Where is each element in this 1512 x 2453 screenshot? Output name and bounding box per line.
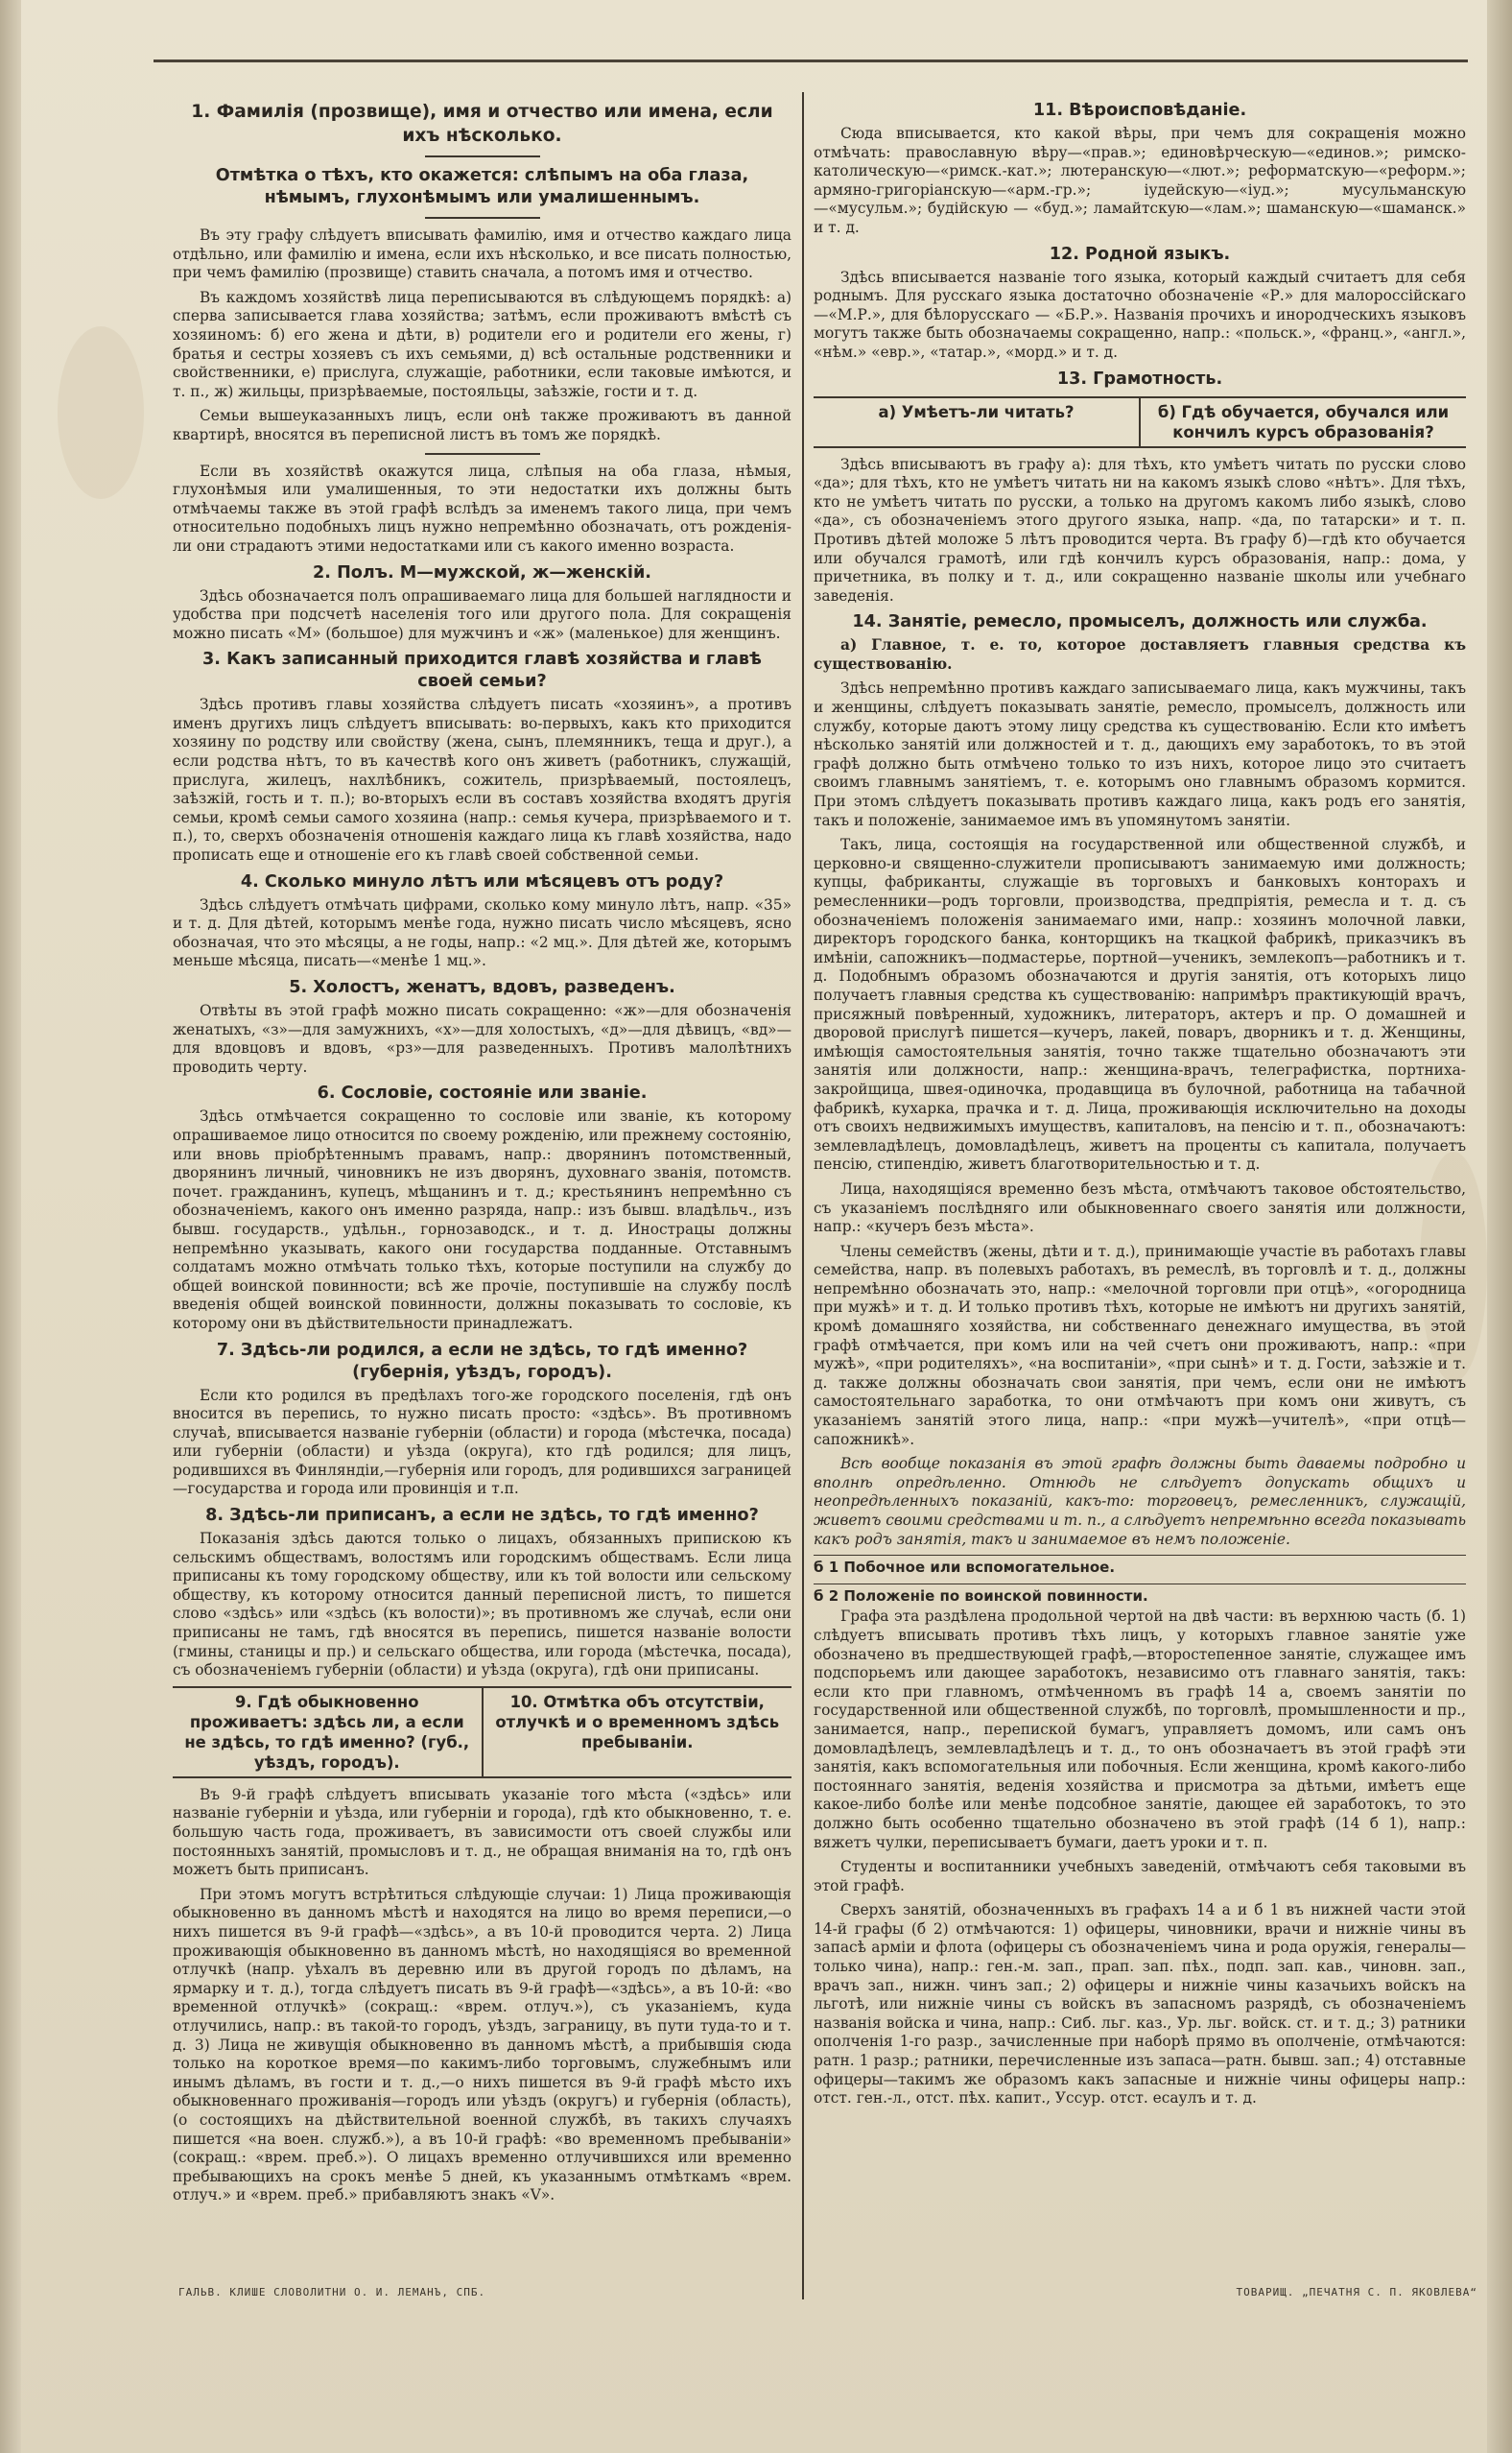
section-14b1-title: б 1 Побочное или вспомогательное. [814, 1555, 1466, 1578]
section-4-paragraph: Здѣсь слѣдуетъ отмѣчать цифрами, сколько кому минуло лѣтъ, напр. «35» и т. д. Для дѣтей, которымъ менѣе года, нужно писать число мѣсяцевъ, ясно обозначая, что это мѣсяцы, а не годы, напр.: «2 мц.». Для дѣтей же, которымъ меньше мѣсяца, писать—«менѣе 1 мц.». [173, 895, 791, 970]
section-1-note-title: Отмѣтка о тѣхъ, кто окажется: слѣпымъ на оба глаза, нѣмымъ, глухонѣмымъ или умалишеннымъ. [215, 166, 749, 207]
section-1-paragraph: Если въ хозяйствѣ окажутся лица, слѣпыя на оба глаза, нѣмыя, глухонѣмыя или умалишенныя, то эти недостатки ихъ должны быть отмѣчаемы также въ этой графѣ вслѣдъ за именемъ такого лица, при чемъ относительно подобныхъ лицъ нужно непремѣнно обозначать, отъ рожденія-ли они страдаютъ этими недостатками или съ какого именно возраста. [173, 462, 791, 555]
section-13-title: 13. Грамотность. [1056, 369, 1223, 389]
section-7-title: 7. Здѣсь-ли родился, а если не здѣсь, то гдѣ именно? (губернія, уѣздъ, городъ). [216, 1340, 748, 1382]
section-11-title: 11. Вѣроисповѣданіе. [1032, 101, 1247, 120]
section-8-title: 8. Здѣсь-ли приписанъ, а если не здѣсь, то гдѣ именно? [205, 1506, 759, 1526]
divider [425, 453, 540, 455]
section-14-paragraph: Здѣсь непремѣнно противъ каждаго записываемаго лица, какъ мужчины, такъ и женщины, слѣдуетъ показывать занятіе, ремесло, промыселъ, должность или службу, которые даютъ этому лицу средства къ существованію. Если кто имѣетъ нѣсколько занятій или должностей и т. д., дающихъ ему заработокъ, то въ этой графѣ должно быть отмѣчено только то изъ нихъ, которое лицо это считаетъ своимъ главнымъ занятіемъ, т. е. которымъ оно главнымъ образомъ кормится. При этомъ слѣдуетъ показывать противъ каждаго лица, какъ родъ его занятія, такъ и положеніе, занимаемое имъ въ упомянутомъ занятіи. [814, 679, 1466, 829]
section-9-paragraph: Въ 9-й графѣ слѣдуетъ вписывать указаніе того мѣста («здѣсь» или названіе губерніи и уѣзда, или губерніи и города), гдѣ кто обыкновенно, т. е. большую часть года, проживаетъ, въ зависимости отъ своей службы или постоянныхъ занятій, промысловъ и т. д., не обращая вниманія на то, гдѣ онъ можетъ быть приписанъ. [173, 1785, 791, 1879]
section-6-paragraph: Здѣсь отмѣчается сокращенно то сословіе или званіе, къ которому опрашиваемое лицо относится по своему рожденію, или прежнему состоянію, или вновь пріобрѣтеннымъ правамъ, напр.: дворянинъ потомственный, дворянинъ личный, чиновникъ не изъ дворянъ, духовнаго званія, потомств. почет. гражданинъ, купецъ, мѣщанинъ и т. д.; крестьянинъ непремѣнно съ обозначеніемъ, какого онъ именно разряда, напр.: изъ бывш. владѣльч., изъ бывш. государств., удѣльн., горнозаводск., и т. д. Инострацы должны непремѣнно указывать, какого они государства подданные. Отставнымъ солдатамъ можно отмѣчать только тѣхъ, которые поступили на службу до общей воинской повинности; всѣ же прочіе, поступившіе на службу послѣ введенія общей воинской повинности, должны показывать то сословіе, къ которому они въ дѣйствительности принадлежатъ. [173, 1107, 791, 1332]
section-12-paragraph: Здѣсь вписывается названіе того языка, который каждый считаетъ для себя роднымъ. Для русскаго языка достаточно обозначеніе «Р.» для малороссійскаго—«М.Р.», для бѣлорусскаго — «Б.Р.». Названія прочихъ и инородческихъ языковъ могутъ также быть обозначаемы сокращенно, напр.: «польск.», «франц.», «англ.», «нѣм.» «евр.», «татар.», «морд.» и т. д. [814, 268, 1466, 361]
section-12-title: 12. Родной языкъ. [1049, 244, 1231, 264]
section-1-paragraph: Въ эту графу слѣдуетъ вписывать фамилію, имя и отчество каждаго лица отдѣльно, или фамилію и имена, если ихъ нѣсколько, и все писать полностью, при чемъ фамилію (прозвище) ставить сначала, а потомъ имя и отчество. [173, 226, 791, 282]
section-13-header [814, 396, 1466, 448]
section-13-paragraph: Здѣсь вписываютъ въ графу а): для тѣхъ, кто умѣетъ читать по русски слово «да»; для тѣхъ, кто не умѣетъ читать ни на какомъ языкѣ слово «нѣтъ». Для тѣхъ, кто не умѣетъ читать по русски, а только на другомъ какомъ либо языкѣ, слово «да», съ обозначеніемъ этого другого языка, напр. «да, по татарски» и т. п. Противъ дѣтей моложе 5 лѣтъ проводится черта. Въ графу б)—гдѣ кто обучается или обучался грамотѣ, или гдѣ кончилъ курсъ образованія, напр.: дома, у причетника, въ полку и т. д., или сокращенно названіе школы или учебнаго заведенія. [814, 455, 1466, 605]
section-9-title: 9. Гдѣ обыкновенно проживаетъ: здѣсь ли, а если не здѣсь, то гдѣ именно? (губ., уѣздъ, городъ). [184, 1692, 470, 1772]
section-14a-subtitle: а) Главное, т. е. то, которое доставляетъ главныя средства къ существованію. [814, 636, 1466, 673]
section-14b2-title: б 2 Положеніе по воинской повинности. [814, 1584, 1466, 1607]
right-column [814, 94, 1466, 2301]
section-2-paragraph: Здѣсь обозначается полъ опрашиваемаго лица для большей наглядности и удобства при подсчетѣ населенія того или другого пола. Для сокращенія можно писать «М» (большое) для мужчинъ и «ж» (маленькое) для женщинъ. [173, 586, 791, 642]
footer-printer-right: ТОВАРИЩ. „ПЕЧАТНЯ С. П. ЯКОВЛЕВА“ [1236, 2286, 1477, 2298]
section-11-paragraph: Сюда вписывается, кто какой вѣры, при чемъ для сокращенія можно отмѣчать: православную вѣру—«прав.»; единовѣрческую—«единов.»; римско-католическую—«римск.-кат.»; лютеранскую—«лют.»; реформатскую—«реформ.»; армяно-григоріанскую—«арм.-гр.»; іудейскую—«іуд.»; мусульманскую—«мусульм.»; будійскую — «буд.»; ламайтскую—«лам.»; шаманскую—«шаманск.» и т. д. [814, 125, 1466, 236]
top-rule [154, 60, 1468, 62]
divider [425, 217, 540, 219]
section-10-title: 10. Отмѣтка объ отсутствіи, отлучкѣ и о временномъ здѣсь пребываніи. [482, 1688, 792, 1776]
section-7-paragraph: Если кто родился въ предѣлахъ того-же городского поселенія, гдѣ онъ вносится въ перепись, то нужно писать просто: «здѣсь». Въ противномъ случаѣ, вписывается названіе губерніи (области) и города (мѣстечка, посада) или губерніи (области) и уѣзда (округа), кто гдѣ родился; для лицъ, родившихся въ Финляндіи,—губернія или городъ, для родившихся заграницей—государства и города или провинція и т.п. [173, 1386, 791, 1498]
section-5-paragraph: Отвѣты въ этой графѣ можно писать сокращенно: «ж»—для обозначенія женатыхъ, «з»—для замужнихъ, «х»—для холостыхъ, «д»—для дѣвицъ, «вд»—для вдовцовъ и вдовъ, «рз»—для разведенныхъ. Противъ малолѣтнихъ проводить черту. [173, 1002, 791, 1076]
section-9-10-header [173, 1686, 791, 1778]
footer-printer-left: ГАЛЬВ. КЛИШЕ СЛОВОЛИТНИ О. И. ЛЕМАНЪ, СПБ. [178, 2286, 486, 2298]
section-1-paragraph: Въ каждомъ хозяйствѣ лица переписываются въ слѣдующемъ порядкѣ: а) сперва записывается глава хозяйства; затѣмъ, если проживаютъ вмѣстѣ съ хозяиномъ: б) его жена и дѣти, в) родители его и родители его жены, г) братья и сестры хозяевъ съ ихъ семьями, д) всѣ остальные родственники и свойственники, е) прислуга, служащіе, работники, если таковые имѣются, и т. п., ж) жильцы, призрѣваемые, постояльцы, заѣзжіе, гости и т. д. [173, 288, 791, 400]
section-2-title: 2. Полъ. М—мужской, ж—женскій. [313, 562, 651, 583]
section-14-paragraph: Графа эта раздѣлена продольной чертой на двѣ части: въ верхнюю часть (б. 1) слѣдуетъ вписывать противъ тѣхъ лицъ, у которыхъ главное занятіе уже обозначено въ предшествующей графѣ,—второстепенное занятіе, служащее имъ подспорьемъ или дающее заработокъ, независимо отъ главнаго занятія, такъ: если кто при главномъ, отмѣченномъ въ графѣ 14 а, своемъ занятіи по государственной или общественной службѣ, по торговлѣ, промышленности и пр., занимается, напр., перепиской бумагъ, управляетъ домомъ, или самъ онъ домовладѣлецъ, землевладѣлецъ и т. д., то онъ обозначаетъ въ этой графѣ эти занятія, какъ вспомогательныя или побочныя. Если женщина, кромѣ какого-либо постояннаго занятія, веденія хозяйства и присмотра за дѣтьми, имѣетъ еще какое-либо болѣе или менѣе подсобное занятіе, дающее ей заработокъ, то это должно быть особенно тщательно обозначено въ этой графѣ (14 б 1), напр.: вяжетъ чулки, переписываетъ бумаги, даетъ уроки и т. п. [814, 1608, 1466, 1851]
section-13a-title: а) Умѣетъ-ли читать? [878, 402, 1075, 421]
section-14-paragraph: Члены семействъ (жены, дѣти и т. д.), принимающіе участіе въ работахъ главы семейства, напр. въ полевыхъ работахъ, въ ремеслѣ, въ торговлѣ и т. д., должны непремѣнно обозначать это, напр.: «мелочной торговли при отцѣ», «огородница при мужѣ» и т. д. И только противъ тѣхъ, которые не имѣютъ ни другихъ занятій, кромѣ домашняго хозяйства, ни собственнаго денежнаго имущества, въ этой графѣ отмѣчается, при комъ или на чей счетъ они проживаютъ, напр.: «при мужѣ», «при родителяхъ», «на воспитаніи», «при сынѣ» и т. д. Гости, заѣзжіе и т. д. также должны обозначать свои занятія, при чемъ, если они не имѣютъ самостоятельнаго заработка, то они отмѣчаютъ при комъ они живутъ, съ указаніемъ занятій этого лица, напр.: «при мужѣ—учителѣ», «при отцѣ—сапожникѣ». [814, 1242, 1466, 1448]
section-14-paragraph: Такъ, лица, состоящія на государственной или общественной службѣ, и церковно-и священно-служители прописываютъ занимаемую ими должность; купцы, фабриканты, служащіе въ торговыхъ и банковыхъ конторахъ и ремесленники—родъ торговли, производства, предпріятія, ремесла и т. д. съ обозначеніемъ положенія занимаемаго ими, напр.: хозяинъ молочной лавки, директоръ городского банка, конторщикъ на ткацкой фабрикѣ, приказчикъ въ имѣніи, сапожникъ—подмастерье, портной—ученикъ, землекопъ—работникъ и т. д. Подобнымъ образомъ обозначаются и другія занятія, отъ которыхъ лицо получаетъ главныя средства къ существованію: напримѣръ практикующій врачъ, присяжный повѣренный, художникъ, литераторъ, актеръ и пр. О домашней и дворовой прислугѣ пишется—кучеръ, лакей, поваръ, дворникъ и т. д. Женщины, имѣющія самостоятельныя занятія, точно также тщательно обозначаютъ эти занятія или должности, напр.: женщина-врачъ, телеграфистка, портниха-закройщица, швея-одиночка, продавщица въ булочной, работница на табачной фабрикѣ, кухарка, прачка и т. д. Лица, проживающія исключительно на доходы отъ своихъ недвижимыхъ имуществъ, капиталовъ, на пенсію и т. п., обозначаютъ: землевладѣлецъ, домовладѣлецъ, живетъ на проценты съ капитала, получаетъ пенсію, стипендію, живетъ благотворительностью и т. д. [814, 836, 1466, 1174]
column-divider [802, 92, 804, 2299]
section-5-title: 5. Холостъ, женатъ, вдовъ, разведенъ. [289, 978, 675, 997]
section-14-title: 14. Занятіе, ремесло, промыселъ, должность или служба. [852, 612, 1428, 632]
page-edge-right [1487, 0, 1512, 2453]
divider [425, 155, 540, 157]
section-14-paragraph: Сверхъ занятій, обозначенныхъ въ графахъ 14 а и б 1 въ нижней части этой 14-й графы (б 2) отмѣчаются: 1) офицеры, чиновники, врачи и нижніе чины въ запасѣ арміи и флота (офицеры съ обозначеніемъ чина и рода оружія, генералы—только чина), напр.: ген.-м. зап., прап. зап. пѣх., подп. зап. кав., чиновн. зап., врачъ зап., нижн. чинъ зап.; 2) офицеры и нижніе чины казачьихъ войскъ на льготѣ, или нижніе чины съ войскъ въ запасномъ разрядѣ, съ обозначеніемъ названія войска и чина, напр.: Сиб. льг. каз., Ур. льг. войск. ст. и т. д.; 3) ратники ополченія 1-го разр., зачисленные при наборѣ прямо въ ополченіе, отмѣчаются: ратн. 1 разр.; ратники, перечисленные изъ запаса—ратн. бывш. зап.; 4) отставные офицеры—такимъ же образомъ какъ запасные и нижніе чины офицеры напр.: отст. ген.-л., отст. пѣх. капит., Уссур. отст. есаулъ и т. д. [814, 1901, 1466, 2108]
left-column [173, 94, 791, 2301]
section-8-paragraph: Показанія здѣсь даются только о лицахъ, обязанныхъ припискою къ сельскимъ обществамъ, волостямъ или городскимъ обществамъ. Если лица приписаны къ тому городскому обществу, или къ той волости или сельскому обществу, къ которому относится данный переписной листъ, то пишется слово «здѣсь» или «здѣсь (къ волости)»; въ противномъ же случаѣ, если они приписаны не тамъ, гдѣ вносятся въ перепись, пишется названіе волости (гмины, станицы и пр.) и сельскаго общества, или города (мѣстечка, посада), съ обозначеніемъ губерніи (области) и уѣзда (округа), гдѣ они приписаны. [173, 1530, 791, 1679]
section-14-paragraph: Всѣ вообще показанія въ этой графѣ должны быть даваемы подробно и вполнѣ опредѣленно. Отнюдь не слѣдуетъ допускать общихъ и неопредѣленныхъ показаній, какъ-то: торговецъ, ремесленникъ, служащій, живетъ своими средствами и т. п., а слѣдуетъ непремѣнно всегда показывать какъ родъ занятія, такъ и занимаемое въ немъ положеніе. [814, 1455, 1466, 1548]
section-14-paragraph: Лица, находящіяся временно безъ мѣста, отмѣчаютъ таковое обстоятельство, съ указаніемъ послѣдняго или обыкновеннаго своего занятія или должности, напр.: «кучеръ безъ мѣста». [814, 1179, 1466, 1236]
section-3-paragraph: Здѣсь противъ главы хозяйства слѣдуетъ писать «хозяинъ», а противъ именъ другихъ лицъ слѣдуетъ вписывать: во-первыхъ, какъ кто приходится хозяину по родству или свойству (жена, сынъ, племянникъ, теща и друг.), а если родства нѣтъ, то въ качествѣ кого онъ живетъ (работникъ, служащій, прислуга, жилецъ, нахлѣбникъ, сожитель, призрѣваемый, постоялецъ, заѣзжій, гость и т. п.); во-вторыхъ если въ составъ хозяйства входятъ другія семьи, кромѣ семьи самого хозяина (напр.: семья кучера, призрѣваемого и т. п.), то, сверхъ обозначенія отношенія каждаго лица къ главѣ хозяйства, надо прописать еще и отношеніе его къ главѣ своей собственной семьи. [173, 696, 791, 865]
page-edge-left [0, 0, 21, 2453]
paper-stain [58, 326, 144, 499]
section-4-title: 4. Сколько минуло лѣтъ или мѣсяцевъ отъ роду? [240, 871, 724, 892]
section-14-paragraph: Студенты и воспитанники учебныхъ заведеній, отмѣчаютъ себя таковыми въ этой графѣ. [814, 1858, 1466, 1894]
section-6-title: 6. Сословіе, состояніе или званіе. [317, 1084, 648, 1104]
section-1-paragraph: Семьи вышеуказанныхъ лицъ, если онѣ также проживаютъ въ данной квартирѣ, вносятся въ переписной листъ въ томъ же порядкѣ. [173, 407, 791, 443]
section-1-title: 1. Фамилія (прозвище), имя и отчество или имена, если ихъ нѣсколько. [191, 102, 773, 146]
section-13b-title: б) Гдѣ обучается, обучался или кончилъ курсъ образованія? [1139, 398, 1466, 446]
section-3-title: 3. Какъ записанный приходится главѣ хозяйства и главѣ своей семьи? [202, 650, 762, 692]
section-9-paragraph: При этомъ могутъ встрѣтиться слѣдующіе случаи: 1) Лица проживающія обыкновенно въ данномъ мѣстѣ и находятся на лицо во время переписи,—о нихъ пишется въ 9-й графѣ—«здѣсь», а въ 10-й проводится черта. 2) Лица проживающія обыкновенно въ данномъ мѣстѣ, но находящіяся во временной отлучкѣ (напр. уѣхалъ въ деревню или въ другой городъ по дѣламъ, на ярмарку и т. д.), тогда слѣдуетъ писать въ 9-й графѣ—«здѣсь», а въ 10-й: «во временной отлучкѣ» (сокращ.: «врем. отлуч.»), съ указаніемъ, куда отлучились, напр.: въ такой-то городъ, уѣздъ, заграницу, въ пути туда-то и т. д. 3) Лица не живущія обыкновенно въ данномъ мѣстѣ, а прибывшія сюда только на короткое время—по какимъ-либо торговымъ, служебнымъ или инымъ дѣламъ, въ гости и т. д.,—о нихъ пишется въ 9-й графѣ мѣсто ихъ обыкновеннаго проживанія—городъ или уѣздъ (округъ) и губернія (область), (о состоящихъ на дѣйствительной военной службѣ, въ такихъ случаяхъ пишется «на воен. служб.»), а въ 10-й графѣ: «во временномъ пребываніи» (сокращ.: «врем. преб.»). О лицахъ временно отлучившихся или временно пребывающихъ на срокъ менѣе 5 дней, къ указаннымъ отмѣткамъ «врем. отлуч.» и «врем. преб.» прибавляютъ знакъ «V». [173, 1885, 791, 2204]
